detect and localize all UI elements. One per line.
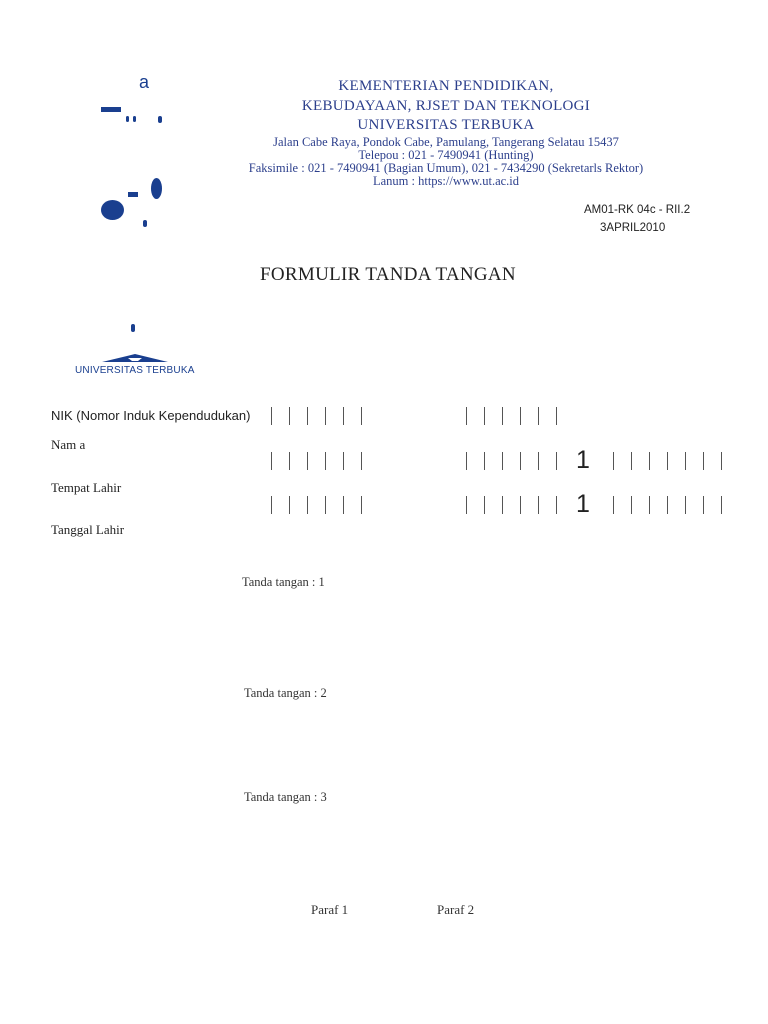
nama-input-boxes-3[interactable] — [613, 452, 739, 470]
nama-input-boxes[interactable] — [271, 452, 379, 470]
logo-dot — [131, 324, 135, 332]
logo-circle — [101, 200, 124, 220]
form-title: FORMULIR TANDA TANGAN — [260, 264, 516, 285]
nama-label: Nam a — [51, 437, 86, 452]
logo-dot — [143, 220, 147, 227]
signature-3-label: Tanda tangan : 3 — [244, 790, 327, 804]
tanggal-lahir-label: Tanggal Lahir — [51, 522, 125, 537]
document-date: 3APRIL2010 — [600, 222, 666, 234]
tempat-lahir-label: Tempat Lahir — [51, 480, 122, 495]
nama-input-boxes-2[interactable] — [466, 452, 574, 470]
phone-line: Telepou : 021 - 7490941 (Hunting) — [358, 147, 534, 162]
tempat-lahir-input-boxes-3[interactable] — [613, 496, 739, 514]
nik-input-boxes-2[interactable] — [466, 407, 574, 425]
paraf-1-label: Paraf 1 — [311, 902, 349, 917]
logo-dot — [158, 116, 162, 123]
letterhead — [240, 77, 652, 188]
nik-input-boxes[interactable] — [271, 407, 379, 425]
box-marker: 1 — [576, 446, 590, 474]
nik-label: NIK (Nomor Induk Kependudukan) — [51, 408, 251, 423]
document-code: AM01-RK 04c - RII.2 — [584, 204, 691, 216]
ut-emblem-icon — [100, 352, 170, 366]
logo-letter: a — [139, 72, 150, 92]
logo-dot — [126, 116, 129, 122]
tempat-lahir-input-boxes-2[interactable] — [466, 496, 574, 514]
university-name: UNIVERSITAS TERBUKA — [357, 117, 535, 133]
ut-logo-caption: UNIVERSITAS TERBUKA — [75, 365, 195, 376]
logo-bar — [101, 107, 121, 112]
website-line: Lanum : https://www.ut.ac.id — [372, 173, 520, 188]
fax-line: Faksimile : 021 - 7490941 (Bagian Umum), 021 - 7434290 (Sekretarls Rektor) — [248, 160, 644, 175]
signature-2-label: Tanda tangan : 2 — [244, 686, 327, 700]
paraf-2-label: Paraf 2 — [437, 902, 475, 917]
box-marker: 1 — [576, 490, 590, 518]
ministry-line-1: KEMENTERIAN PENDIDIKAN, — [338, 78, 554, 94]
logo-dot — [133, 116, 136, 122]
address-line: Jalan Cabe Raya, Pondok Cabe, Pamulang, Tangerang Selatau 15437 — [273, 134, 619, 149]
logo-oval — [151, 178, 162, 199]
tempat-lahir-input-boxes[interactable] — [271, 496, 379, 514]
logo-bar — [128, 192, 138, 197]
signature-1-label: Tanda tangan : 1 — [242, 575, 325, 589]
ministry-line-2: KEBUDAYAAN, RJSET DAN TEKNOLOGI — [301, 97, 591, 114]
